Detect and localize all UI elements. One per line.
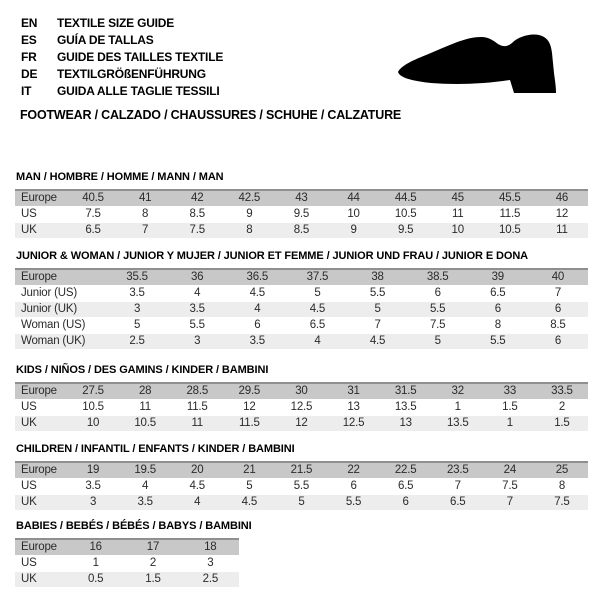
size-cell: 3.5	[129, 287, 145, 299]
size-cell: 33	[503, 385, 517, 397]
size-cell: 11.5	[238, 417, 260, 429]
size-cell: 11	[191, 417, 204, 429]
size-cell: 5.5	[429, 303, 446, 315]
size-cell: 4	[142, 480, 149, 492]
size-cell: 38.5	[426, 271, 449, 283]
size-cell: 7.5	[429, 319, 446, 331]
size-cell: 8	[558, 480, 566, 492]
size-cell: 7.5	[502, 480, 518, 492]
size-cell: 7.5	[189, 224, 205, 236]
size-cell: 2	[558, 401, 566, 413]
size-cell: 4	[194, 496, 201, 508]
language-code: ES	[21, 33, 37, 47]
table-row	[15, 555, 239, 571]
language-row	[21, 49, 223, 66]
size-cell: 6	[402, 496, 409, 508]
size-cell: 11	[139, 401, 151, 413]
row-label: US	[21, 208, 37, 220]
size-cell: 13	[399, 417, 412, 429]
size-cell: 2.5	[129, 335, 145, 347]
size-cell: 9.5	[397, 224, 414, 236]
language-row	[21, 15, 223, 32]
size-cell: 4.5	[241, 496, 258, 508]
size-cell: 6	[554, 335, 562, 347]
size-cell: 40	[551, 271, 565, 283]
size-cell: 10	[347, 208, 360, 220]
row-label: Woman (UK)	[21, 335, 86, 347]
size-table-section	[15, 171, 588, 238]
table-row	[15, 415, 588, 431]
size-cell: 36.5	[246, 271, 269, 283]
size-cell: 6.5	[309, 319, 326, 331]
size-cell: 3	[133, 303, 141, 315]
size-cell: 4	[194, 287, 201, 299]
size-cell: 9	[246, 208, 253, 220]
size-cell: 19.5	[134, 464, 156, 476]
table-row	[15, 571, 239, 587]
size-cell: 40.5	[82, 192, 104, 204]
size-cell: 28.5	[186, 385, 209, 397]
size-cell: 4.5	[369, 335, 386, 347]
table-row	[15, 399, 588, 415]
language-list	[21, 15, 223, 100]
size-cell: 9.5	[293, 208, 310, 220]
table-row	[15, 317, 588, 333]
row-label: Europe	[21, 192, 57, 204]
size-cell: 5	[246, 480, 253, 492]
size-cell: 13	[347, 401, 360, 413]
size-cell: 5.5	[369, 287, 386, 299]
size-table	[15, 461, 588, 510]
table-row	[15, 206, 588, 222]
size-cell: 30	[295, 385, 308, 397]
row-label: Europe	[21, 385, 57, 397]
size-cell: 11.5	[499, 208, 521, 220]
size-cell: 8.5	[189, 208, 205, 220]
size-cell: 1.5	[145, 573, 161, 585]
size-cell: 10	[451, 224, 464, 236]
size-cell: 6.5	[490, 287, 506, 299]
size-cell: 3.5	[189, 303, 205, 315]
language-row	[21, 32, 223, 49]
table-title: MAN / HOMBRE / HOMME / MANN / MAN	[16, 171, 224, 183]
size-cell: 11	[556, 224, 568, 236]
size-cell: 13.5	[394, 401, 417, 413]
row-label: US	[21, 480, 37, 492]
language-label: GUIDA ALLE TAGLIE TESSILI	[57, 84, 220, 98]
row-label: US	[21, 401, 37, 413]
size-cell: 16	[89, 541, 102, 553]
size-cell: 12.5	[290, 401, 313, 413]
size-cell: 8	[246, 224, 253, 236]
size-cell: 41	[138, 192, 152, 204]
size-cell: 23.5	[446, 464, 469, 476]
size-cell: 6.5	[397, 480, 414, 492]
language-code: DE	[21, 67, 38, 81]
size-cell: 43	[295, 192, 308, 204]
language-code: EN	[21, 16, 38, 30]
language-row	[21, 66, 223, 83]
size-cell: 27.5	[82, 385, 104, 397]
table-row	[15, 285, 588, 301]
size-cell: 3.5	[137, 496, 153, 508]
size-cell: 37.5	[306, 271, 329, 283]
size-cell: 5.5	[293, 480, 310, 492]
size-cell: 28	[138, 385, 152, 397]
size-cell: 5	[298, 496, 305, 508]
size-cell: 5.5	[490, 335, 506, 347]
size-cell: 20	[191, 464, 204, 476]
size-cell: 21	[243, 464, 256, 476]
size-cell: 1	[506, 417, 513, 429]
size-table	[15, 382, 588, 431]
row-label: Junior (US)	[21, 287, 77, 299]
size-cell: 22	[347, 464, 360, 476]
size-cell: 17	[146, 541, 160, 553]
size-cell: 5.5	[345, 496, 362, 508]
size-cell: 12.5	[342, 417, 365, 429]
size-cell: 35.5	[126, 271, 148, 283]
size-cell: 9	[350, 224, 357, 236]
size-cell: 29.5	[238, 385, 261, 397]
size-cell: 6	[554, 303, 562, 315]
shoe-silhouette-path	[398, 35, 556, 93]
row-label: UK	[21, 573, 37, 585]
size-cell: 12	[555, 208, 569, 220]
size-cell: 6	[494, 303, 501, 315]
table-row	[15, 538, 239, 555]
size-cell: 4	[254, 303, 261, 315]
table-row	[15, 189, 588, 206]
size-cell: 3.5	[85, 480, 101, 492]
table-title: JUNIOR & WOMAN / JUNIOR Y MUJER / JUNIOR ET FEMME / JUNIOR UND FRAU / JUNIOR E DONA	[16, 250, 529, 262]
size-cell: 45.5	[499, 192, 521, 204]
size-cell: 12	[243, 401, 256, 413]
size-cell: 24	[503, 464, 517, 476]
size-cell: 19	[86, 464, 100, 476]
size-cell: 8	[142, 208, 149, 220]
size-cell: 46	[555, 192, 569, 204]
shoe-icon	[393, 31, 568, 97]
size-cell: 42	[191, 192, 204, 204]
size-cell: 8.5	[293, 224, 310, 236]
size-cell: 7.5	[85, 208, 101, 220]
size-cell: 42.5	[238, 192, 261, 204]
size-cell: 7	[454, 480, 461, 492]
size-cell: 38	[371, 271, 384, 283]
size-cell: 5	[434, 335, 441, 347]
size-cell: 3.5	[249, 335, 265, 347]
size-cell: 1	[454, 401, 461, 413]
size-cell: 1.5	[502, 401, 518, 413]
size-cell: 13.5	[446, 417, 469, 429]
size-table	[15, 189, 588, 238]
size-cell: 2.5	[202, 573, 219, 585]
size-cell: 6	[434, 287, 441, 299]
row-label: Woman (US)	[21, 319, 86, 331]
size-table-section	[15, 364, 588, 431]
size-cell: 18	[204, 541, 217, 553]
size-cell: 11	[451, 208, 464, 220]
size-table-section	[15, 520, 252, 587]
size-cell: 44	[347, 192, 360, 204]
row-label: US	[21, 557, 37, 569]
size-cell: 22.5	[394, 464, 417, 476]
table-row	[15, 478, 588, 494]
size-cell: 10.5	[394, 208, 417, 220]
size-cell: 45	[451, 192, 464, 204]
size-cell: 33.5	[551, 385, 573, 397]
size-cell: 10.5	[134, 417, 156, 429]
row-label: Junior (UK)	[21, 303, 77, 315]
row-label: Europe	[21, 464, 57, 476]
row-label: UK	[21, 496, 37, 508]
size-cell: 7	[554, 287, 562, 299]
size-table-section	[15, 443, 588, 510]
size-cell: 31.5	[394, 385, 417, 397]
size-cell: 5.5	[189, 319, 205, 331]
size-cell: 7	[142, 224, 149, 236]
size-cell: 10.5	[499, 224, 521, 236]
size-cell: 0.5	[87, 573, 104, 585]
size-table-section	[15, 250, 588, 349]
size-cell: 2	[149, 557, 157, 569]
size-cell: 4.5	[249, 287, 265, 299]
table-row	[15, 494, 588, 510]
size-cell: 1.5	[554, 417, 570, 429]
row-label: UK	[21, 224, 37, 236]
size-cell: 3	[207, 557, 214, 569]
table-row	[15, 268, 588, 285]
row-label: UK	[21, 417, 37, 429]
size-cell: 25	[555, 464, 569, 476]
size-table	[15, 538, 239, 587]
size-cell: 21.5	[290, 464, 313, 476]
size-cell: 1	[92, 557, 99, 569]
size-cell: 7	[506, 496, 513, 508]
size-cell: 44.5	[394, 192, 417, 204]
size-cell: 4.5	[189, 480, 205, 492]
table-title: BABIES / BEBÉS / BÉBÉS / BABYS / BAMBINI	[16, 520, 252, 532]
size-cell: 39	[491, 271, 505, 283]
size-cell: 7	[374, 319, 381, 331]
language-label: TEXTILGRÖßENFÜHRUNG	[57, 67, 206, 81]
size-cell: 31	[347, 385, 360, 397]
size-cell: 4	[314, 335, 321, 347]
row-label: Europe	[21, 271, 57, 283]
size-cell: 6.5	[450, 496, 466, 508]
language-label: GUÍA DE TALLAS	[57, 33, 154, 47]
table-row	[15, 461, 588, 478]
size-cell: 3	[89, 496, 97, 508]
language-code: IT	[21, 84, 32, 98]
table-row	[15, 382, 588, 399]
size-cell: 8.5	[550, 319, 566, 331]
row-label: Europe	[21, 541, 57, 553]
size-cell: 7.5	[554, 496, 570, 508]
table-row	[15, 222, 588, 238]
size-table	[15, 268, 588, 349]
size-cell: 10	[86, 417, 100, 429]
size-cell: 8	[494, 319, 501, 331]
size-cell: 5	[314, 287, 321, 299]
size-cell: 6	[254, 319, 261, 331]
table-row	[15, 333, 588, 349]
size-cell: 4.5	[309, 303, 326, 315]
size-cell: 6	[350, 480, 357, 492]
language-label: GUIDE DES TAILLES TEXTILE	[57, 50, 224, 64]
size-cell: 12	[295, 417, 308, 429]
size-cell: 10.5	[82, 401, 104, 413]
table-row	[15, 301, 588, 317]
language-label: TEXTILE SIZE GUIDE	[57, 16, 175, 30]
table-title: CHILDREN / INFANTIL / ENFANTS / KINDER / BAMBINI	[16, 443, 295, 455]
size-cell: 3	[194, 335, 201, 347]
category-line: FOOTWEAR / CALZADO / CHAUSSURES / SCHUHE / CALZATURE	[20, 108, 402, 122]
language-row	[21, 83, 223, 100]
size-cell: 11.5	[186, 401, 208, 413]
size-cell: 6.5	[85, 224, 101, 236]
size-cell: 5	[133, 319, 141, 331]
language-code: FR	[21, 50, 37, 64]
size-cell: 32	[451, 385, 464, 397]
size-cell: 5	[374, 303, 381, 315]
table-title: KIDS / NIÑOS / DES GAMINS / KINDER / BAMBINI	[16, 364, 269, 376]
size-cell: 36	[190, 271, 204, 283]
